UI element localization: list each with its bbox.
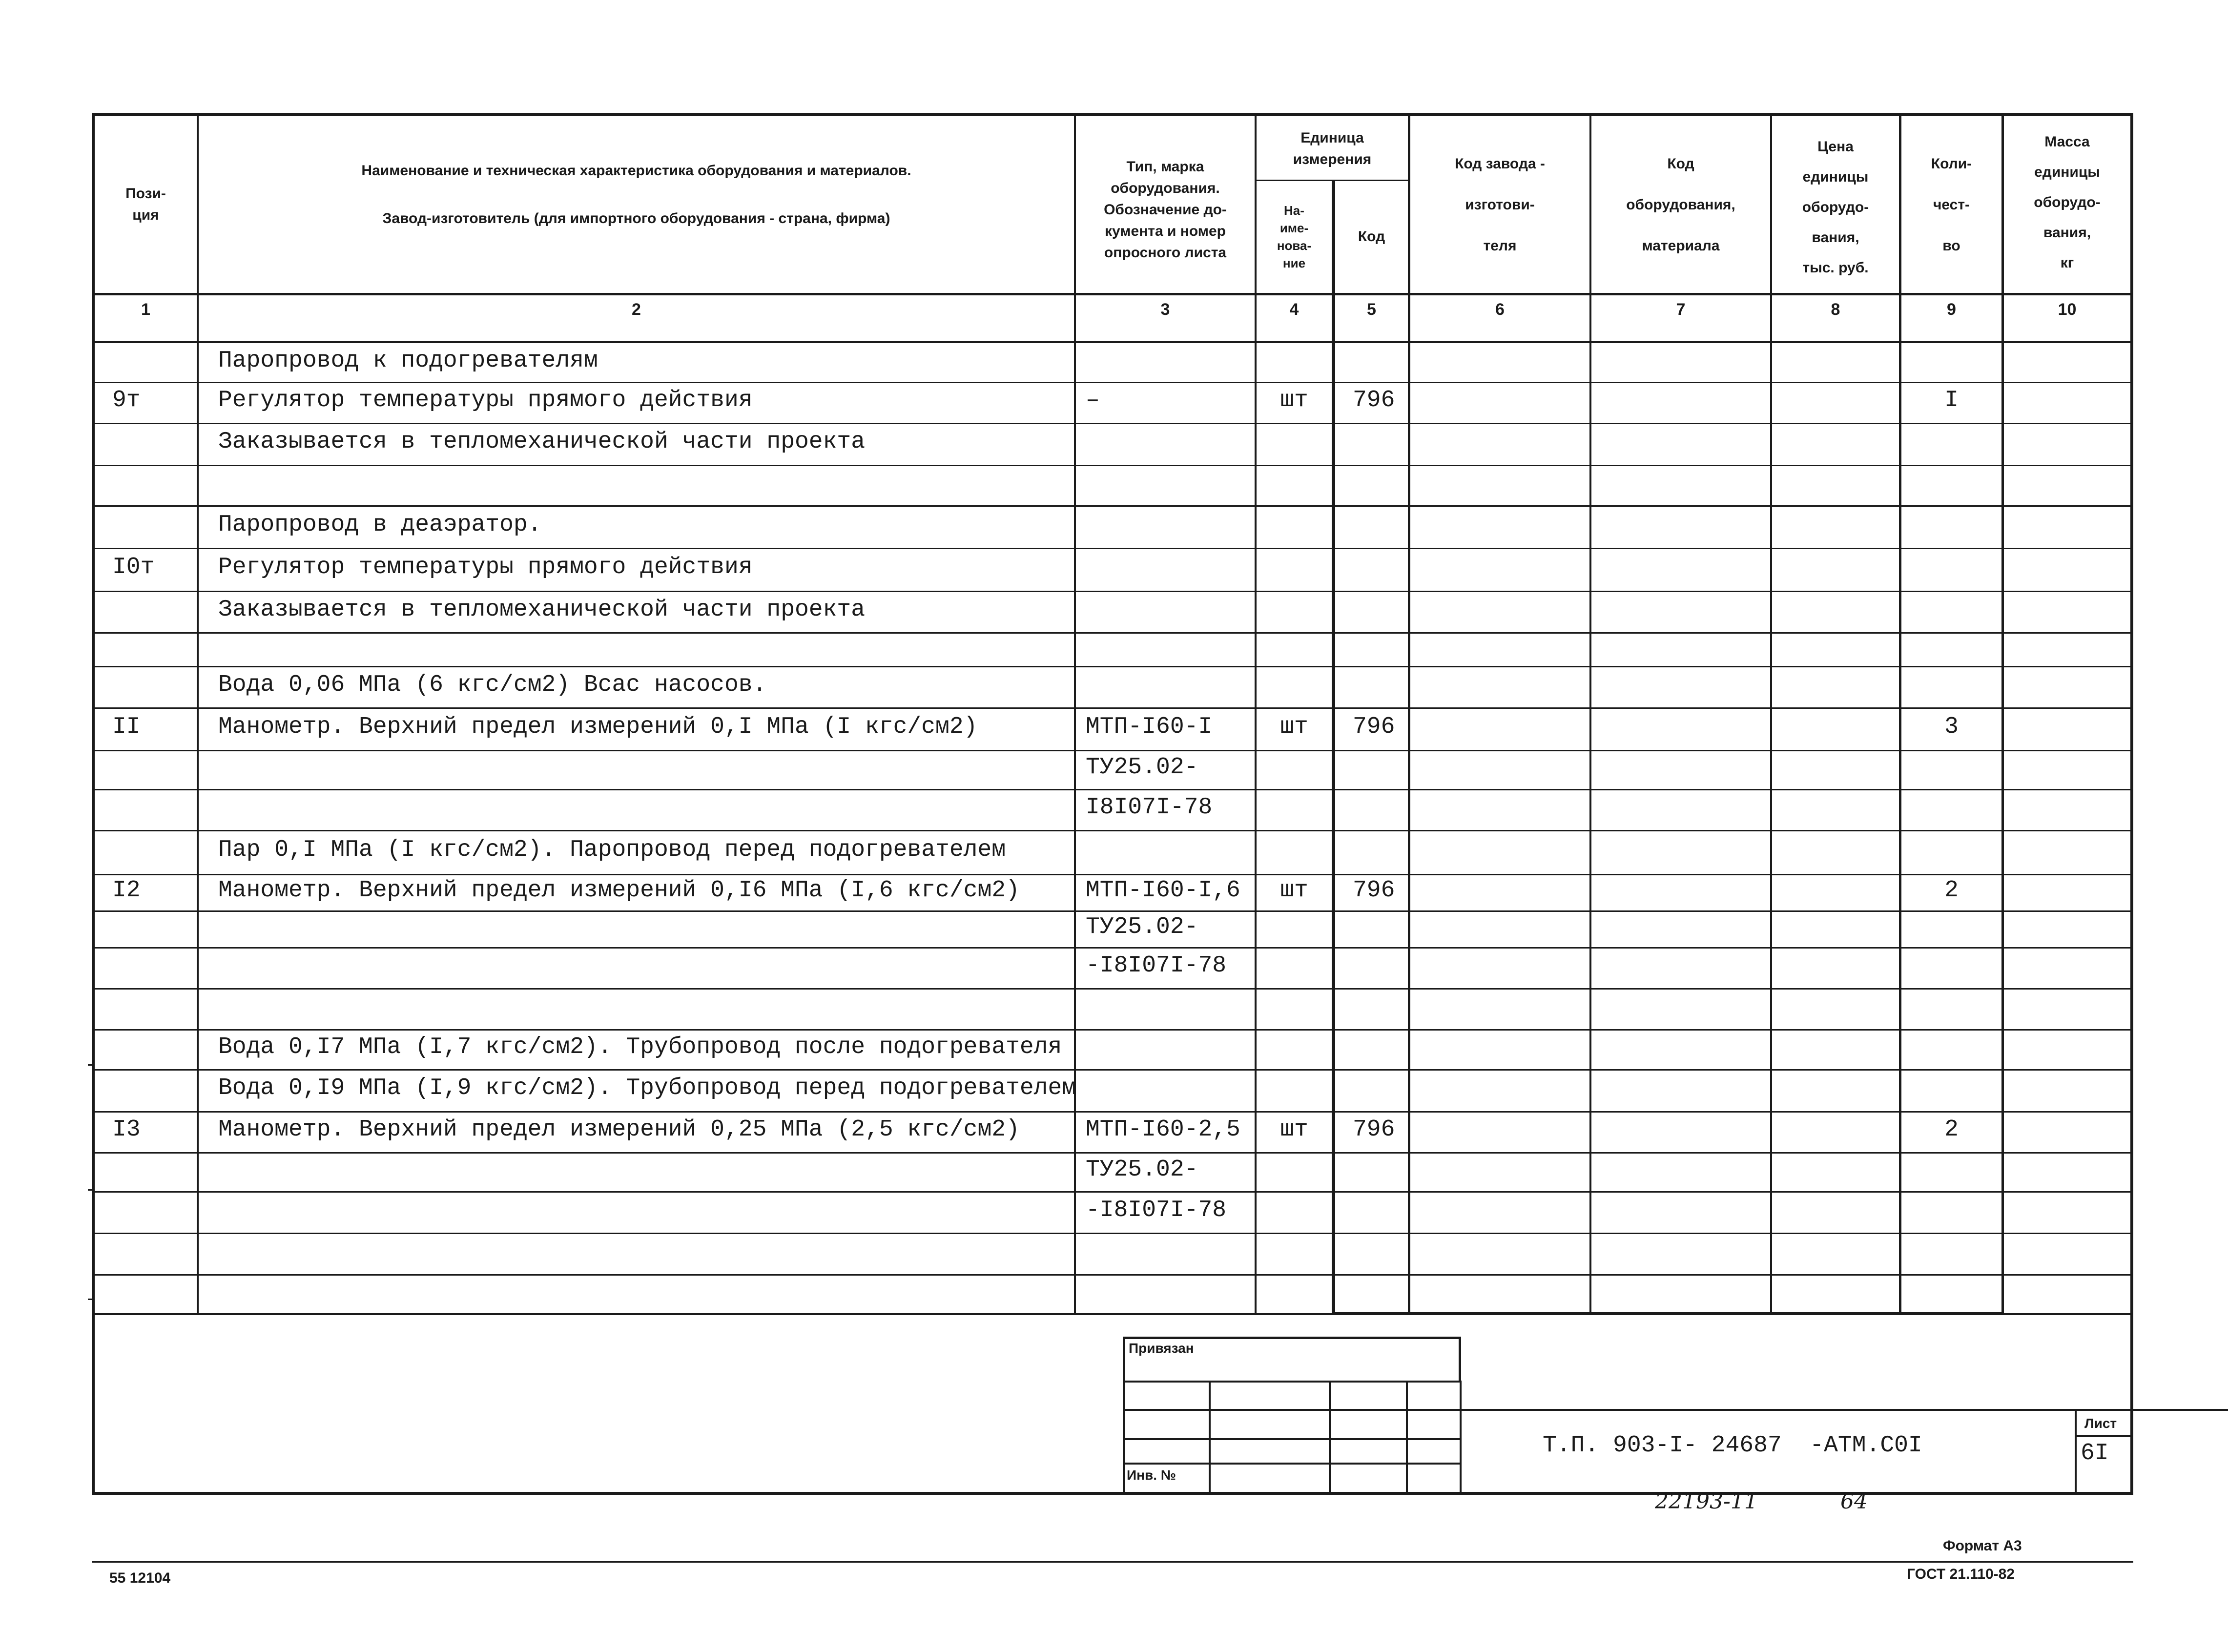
row-separator [92, 1233, 2133, 1234]
column-number-10: 10 [2058, 300, 2077, 319]
row-pos: I0т [112, 554, 155, 580]
column-number-7: 7 [1676, 300, 1686, 319]
margin-tick [88, 1189, 95, 1191]
row-name: Вода 0,06 МПа (6 кгс/см2) Всас насосов. [218, 671, 767, 698]
row-code: 796 [1353, 1116, 1395, 1143]
row-name: Регулятор температуры прямого действия [218, 387, 753, 413]
row-separator [92, 707, 2133, 709]
table-border-right [2130, 113, 2133, 1495]
row-name: Паропровод в деаэратор. [218, 511, 542, 538]
row-type: ТУ25.02- [1086, 913, 1198, 940]
table-body-bottom [92, 1313, 2133, 1315]
row-name: Паропровод к подогревателям [218, 347, 598, 374]
col-line-5 [1408, 113, 1410, 1315]
row-type: ТУ25.02- [1086, 1156, 1198, 1183]
col-line-9 [2001, 113, 2004, 1315]
stamp-box-top [1123, 1337, 1460, 1339]
row-type: МТП-I60-I,6 [1086, 877, 1240, 904]
row-separator [92, 423, 2133, 424]
sheet-box-left [2075, 1409, 2077, 1494]
row-type: -I8I07I-78 [1086, 1197, 1227, 1223]
row-separator [92, 591, 2133, 592]
row-qty: 3 [1944, 713, 1959, 740]
column-number-8: 8 [1831, 300, 1840, 319]
row-separator [92, 666, 2133, 667]
header-name-line2: Завод-изготовитель (для импортного оборудования - страна, фирма) [382, 210, 890, 227]
row-name: Вода 0,I9 МПа (I,9 кгс/см2). Трубопровод перед подогревателем [218, 1075, 1076, 1101]
header-unit-code: Код [1358, 228, 1385, 245]
row-separator [92, 947, 2133, 949]
row-pos: I2 [112, 877, 141, 904]
row-type: МТП-I60-I [1086, 713, 1213, 740]
row-separator [92, 750, 2133, 751]
column-number-1: 1 [141, 300, 150, 319]
row-separator [92, 1029, 2133, 1031]
row-separator [92, 1069, 2133, 1071]
row-code: 796 [1353, 713, 1395, 740]
row-separator [92, 789, 2133, 790]
row-name: Регулятор температуры прямого действия [218, 554, 753, 580]
document-designation: Т.П. 903-I- 24687 -АТМ.С0I [1543, 1432, 1922, 1459]
column-number-9: 9 [1947, 300, 1956, 319]
col-line-1 [197, 113, 199, 1315]
stamp-line-1 [1123, 1381, 1462, 1383]
row-separator [92, 1191, 2133, 1193]
row-qty: 2 [1944, 877, 1959, 904]
header-position: Пози- ция [125, 186, 166, 223]
header-type: Тип, марка оборудования. Обозначение до- кумента и номер опросного листа [1104, 159, 1227, 261]
stamp-line-3 [1123, 1438, 1462, 1440]
row-separator [92, 1152, 2133, 1154]
stamp-vline-4 [1460, 1381, 1462, 1494]
row-name: Манометр. Верхний предел измерений 0,I МПа (I кгс/см2) [218, 713, 978, 740]
row-separator [92, 874, 2133, 875]
table-border-top [92, 113, 2133, 116]
stamp-box-left [1123, 1337, 1125, 1494]
row-separator [92, 465, 2133, 466]
handwritten-number-right: 64 [1840, 1489, 1868, 1514]
row-name: Манометр. Верхний предел измерений 0,25 МПа (2,5 кгс/см2) [218, 1116, 1020, 1143]
row-pos: II [112, 713, 141, 740]
row-name: Манометр. Верхний предел измерений 0,I6 МПа (I,6 кгс/см2) [218, 877, 1020, 904]
row-type: – [1086, 387, 1100, 413]
gost-label: ГОСТ 21.110-82 [1907, 1566, 2015, 1582]
row-qty: 2 [1944, 1116, 1959, 1143]
stamp-vline-3 [1406, 1381, 1408, 1494]
stamp-line-4 [1123, 1463, 1462, 1465]
row-pos: I3 [112, 1116, 141, 1143]
row-separator [92, 830, 2133, 831]
print-code: 55 12104 [109, 1570, 171, 1586]
header-unit: Единица измерения [1293, 130, 1372, 167]
column-number-5: 5 [1367, 300, 1376, 319]
stamp-line-2 [1123, 1409, 2228, 1411]
row-separator [92, 505, 2133, 507]
row-separator [92, 382, 2133, 383]
row-unit: шт [1280, 1116, 1308, 1143]
row-separator [92, 1111, 2133, 1113]
table-border-bottom [92, 1492, 2133, 1495]
header-qty: Коли- чест- во [1931, 156, 1972, 254]
col-line-6 [1589, 113, 1591, 1315]
col-line-4 [1332, 180, 1335, 1315]
header-equip-code: Код оборудования, материала [1626, 156, 1735, 254]
row-type: I8I07I-78 [1086, 794, 1213, 821]
handwritten-number-left: 22193-11 [1655, 1489, 1758, 1514]
row-separator [92, 1274, 2133, 1276]
row-type: -I8I07I-78 [1086, 952, 1227, 979]
row-separator [92, 632, 2133, 634]
row-type: МТП-I60-2,5 [1086, 1116, 1240, 1143]
sheet-number: 6I [2081, 1440, 2109, 1466]
row-code: 796 [1353, 387, 1395, 413]
header-name-line1: Наименование и техническая характеристика оборудования и материалов. [361, 163, 911, 179]
privyazan-label: Привязан [1129, 1341, 1194, 1356]
row-qty: I [1944, 387, 1959, 413]
column-number-6: 6 [1495, 300, 1505, 319]
header-price: Цена единицы оборудо- вания, тыс. руб. [1802, 139, 1869, 276]
row-name: Заказывается в тепломеханической части проекта [218, 429, 866, 455]
row-unit: шт [1280, 877, 1308, 904]
row-pos: 9т [112, 387, 141, 413]
row-name: Пар 0,I МПа (I кгс/см2). Паропровод перед подогревателем [218, 837, 1006, 863]
inv-no-label: Инв. № [1127, 1467, 1176, 1483]
header-unit-name: На- име- нова- ние [1277, 203, 1312, 270]
row-name: Заказывается в тепломеханической части проекта [218, 596, 866, 623]
numbers-bottom-line [92, 341, 2133, 343]
row-separator [92, 988, 2133, 990]
footer-line [92, 1561, 2133, 1563]
sheet-box-mid [2075, 1435, 2133, 1437]
header-plant-code: Код завода - изготови- теля [1455, 156, 1545, 254]
column-number-2: 2 [632, 300, 641, 319]
margin-tick [88, 1299, 95, 1300]
format-label: Формат А3 [1943, 1538, 2022, 1554]
col-line-2 [1074, 113, 1076, 1315]
table-border-left [92, 113, 95, 1495]
row-unit: шт [1280, 713, 1308, 740]
row-code: 796 [1353, 877, 1395, 904]
row-separator [92, 548, 2133, 549]
column-number-3: 3 [1160, 300, 1170, 319]
margin-tick [88, 1064, 95, 1066]
header-mass: Масса единицы оборудо- вания, кг [2034, 134, 2101, 271]
col-line-7 [1770, 113, 1772, 1315]
stamp-box-right [1459, 1337, 1461, 1381]
header-bottom-line [92, 293, 2133, 295]
row-unit: шт [1280, 387, 1308, 413]
row-type: ТУ25.02- [1086, 754, 1198, 781]
sheet-label: Лист [2084, 1416, 2117, 1431]
stamp-vline-1 [1209, 1381, 1211, 1494]
row-name: Вода 0,I7 МПа (I,7 кгс/см2). Трубопровод после подогревателя [218, 1034, 1062, 1060]
stamp-vline-2 [1329, 1381, 1331, 1494]
column-number-4: 4 [1289, 300, 1299, 319]
row-separator [92, 910, 2133, 912]
